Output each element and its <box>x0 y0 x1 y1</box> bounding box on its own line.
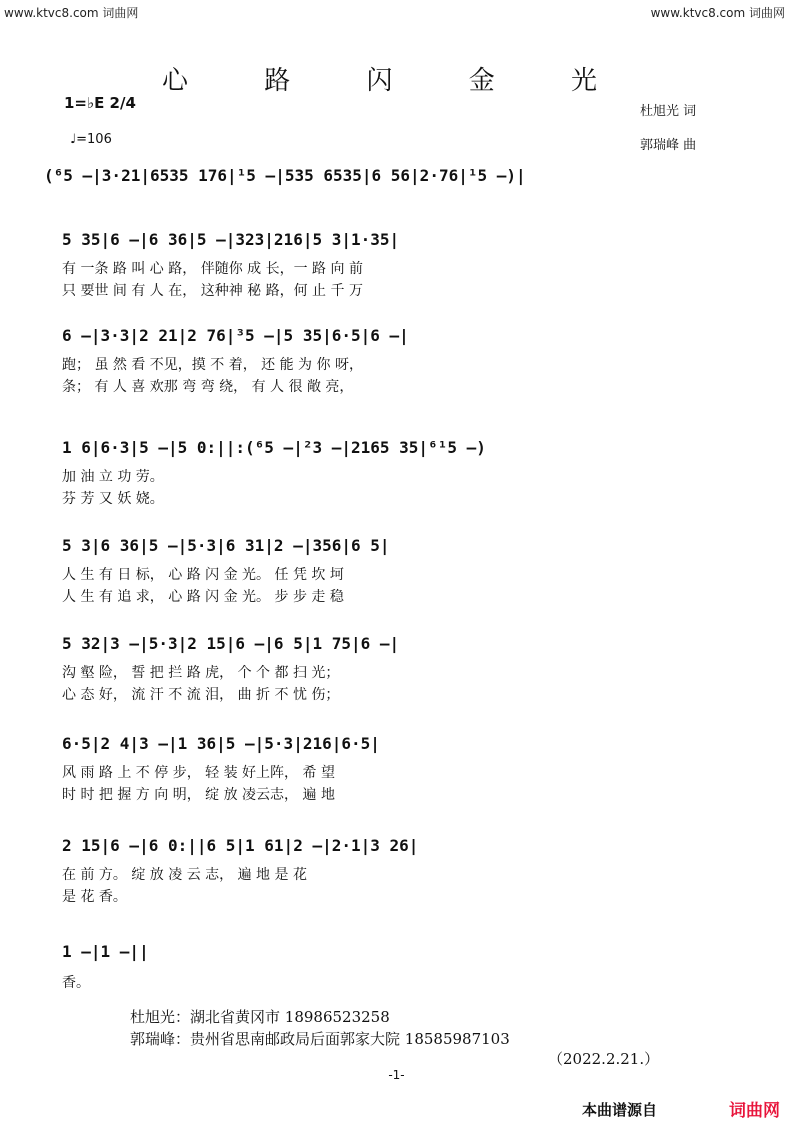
site-url-left: www.ktvc8.com 词曲网 <box>4 6 139 20</box>
lyric-verse-2: 人 生 有 追 求， 心 路 闪 金 光。 步 步 走 稳 <box>62 589 344 605</box>
song-title: 心 路 闪 金 光 <box>161 66 632 96</box>
notation-line: 1 6|6·3|5 —|5 0:||:(⁶5 —|²3 —|2165 35|⁶¹5 —) <box>62 438 486 457</box>
date: （2022.2.21.） <box>548 1050 660 1068</box>
notation-line: 5 32|3 —|5·3|2 15|6 —|6 5|1 75|6 —| <box>62 634 400 653</box>
notation-line: 5 35|6 —|6 36|5 —|323|216|5 3|1·35| <box>62 230 400 249</box>
notation-line: 1 —|1 —|| <box>62 942 149 961</box>
notation-line: 2 15|6 —|6 0:||6 5|1 61|2 —|2·1|3 26| <box>62 836 419 855</box>
lyric-verse-1: 加 油 立 功 劳。 <box>62 469 164 485</box>
page-number: -1- <box>388 1068 405 1082</box>
notation-line: 6 —|3·3|2 21|2 76|³5 —|5 35|6·5|6 —| <box>62 326 409 345</box>
notation-line: (⁶5 —|3·21|6535 176|¹5 —|535 6535|6 56|2·76|¹5 —)| <box>44 166 526 185</box>
lyric-verse-1: 跑； 虽 然 看 不见，摸 不 着， 还 能 为 你 呀， <box>62 357 363 373</box>
author-contact-1: 杜旭光：湖北省黄冈市 18986523258 <box>130 1008 390 1026</box>
author-contact-2: 郭瑞峰：贵州省思南邮政局后面郭家大院 18585987103 <box>130 1030 510 1048</box>
key-signature: 1=♭E 2/4 <box>64 94 136 112</box>
lyric-verse-2: 只 要世 间 有 人 在， 这种神 秘 路，何 止 千 万 <box>62 283 363 299</box>
composer-credit: 郭瑞峰 曲 <box>640 138 697 153</box>
lyric-verse-1: 有 一条 路 叫 心 路， 伴随你 成 长，一 路 向 前 <box>62 261 363 277</box>
notation-line: 5 3|6 36|5 —|5·3|6 31|2 —|356|6 5| <box>62 536 390 555</box>
source-label: 本曲谱源自 <box>582 1101 658 1119</box>
lyric-verse-1: 在 前 方。 绽 放 凌 云 志， 遍 地 是 花 <box>62 867 307 883</box>
lyric-verse-1: 人 生 有 日 标， 心 路 闪 金 光。 任 凭 坎 坷 <box>62 567 344 583</box>
lyric-verse-2: 是 花 香。 <box>62 889 127 905</box>
lyric-verse-2: 心 态 好， 流 汗 不 流 泪， 曲 折 不 忧 伤； <box>62 687 340 703</box>
notation-line: 6·5|2 4|3 —|1 36|5 —|5·3|216|6·5| <box>62 734 380 753</box>
lyric-verse-2: 时 时 把 握 方 向 明， 绽 放 凌云志， 遍 地 <box>62 787 335 803</box>
lyric-verse-2: 条； 有 人 喜 欢那 弯 弯 绕， 有 人 很 敞 亮， <box>62 379 354 395</box>
tempo-marking: ♩=106 <box>70 132 112 147</box>
lyric-verse-1: 风 雨 路 上 不 停 步， 轻 装 好上阵， 希 望 <box>62 765 335 781</box>
site-url-right: www.ktvc8.com 词曲网 <box>650 6 785 20</box>
lyric-verse-2: 芬 芳 又 妖 娆。 <box>62 491 164 507</box>
lyricist-credit: 杜旭光 词 <box>640 104 697 119</box>
site-logo[interactable]: 词曲网 <box>729 1101 780 1121</box>
lyric-verse-1: 沟 壑 险， 誓 把 拦 路 虎， 个 个 都 扫 光； <box>62 665 340 681</box>
lyric-verse-1: 香。 <box>62 975 90 991</box>
